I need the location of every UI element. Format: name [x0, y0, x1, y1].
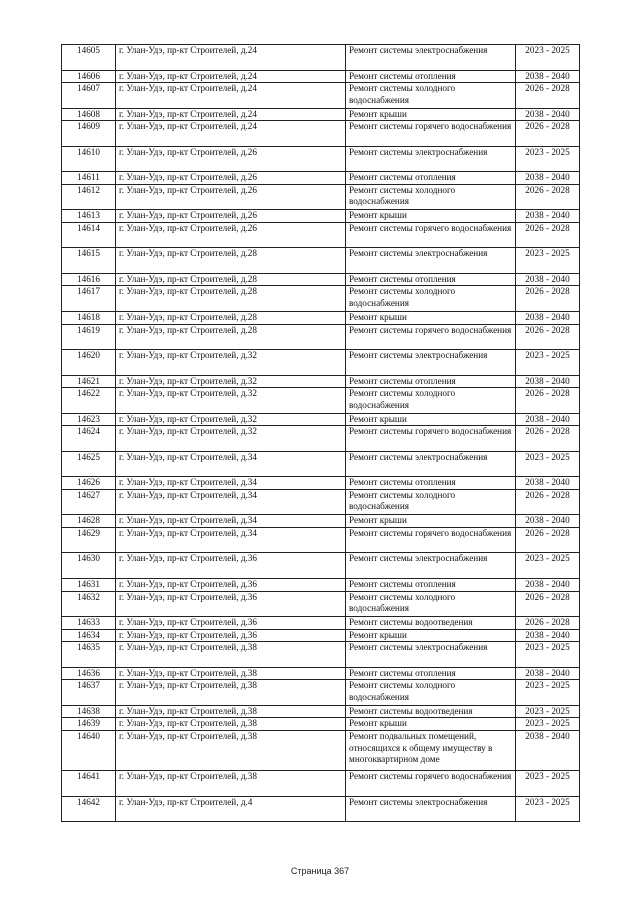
table-row [62, 731, 580, 771]
record-id-cell: 14614 [62, 222, 116, 248]
period-cell: 2023 - 2025 [516, 45, 580, 71]
period-cell: 2038 - 2040 [516, 108, 580, 121]
work-type-cell: Ремонт системы холодного водоснабжения [346, 83, 516, 109]
period-cell: 2038 - 2040 [516, 311, 580, 324]
address-cell: г. Улан-Удэ, пр-кт Строителей, д.36 [116, 553, 346, 579]
record-id-cell: 14620 [62, 350, 116, 376]
record-id-cell: 14627 [62, 489, 116, 515]
work-type-cell: Ремонт крыши [346, 311, 516, 324]
period-cell: 2026 - 2028 [516, 489, 580, 515]
table-row [62, 796, 580, 822]
table-row [62, 146, 580, 172]
work-type-cell: Ремонт системы отопления [346, 375, 516, 388]
period-cell: 2023 - 2025 [516, 350, 580, 376]
table-row [62, 489, 580, 515]
period-cell: 2038 - 2040 [516, 578, 580, 591]
table-row [62, 108, 580, 121]
period-cell: 2038 - 2040 [516, 477, 580, 490]
record-id-cell: 14623 [62, 413, 116, 426]
period-cell: 2026 - 2028 [516, 527, 580, 553]
address-cell: г. Улан-Удэ, пр-кт Строителей, д.26 [116, 222, 346, 248]
table-row [62, 350, 580, 376]
record-id-cell: 14642 [62, 796, 116, 822]
table-row [62, 667, 580, 680]
work-type-cell: Ремонт системы электроснабжения [346, 451, 516, 477]
address-cell: г. Улан-Удэ, пр-кт Строителей, д.28 [116, 286, 346, 312]
work-type-cell: Ремонт системы холодного водоснабжения [346, 286, 516, 312]
period-cell: 2026 - 2028 [516, 184, 580, 210]
address-cell: г. Улан-Удэ, пр-кт Строителей, д.36 [116, 617, 346, 630]
address-cell: г. Улан-Удэ, пр-кт Строителей, д.34 [116, 477, 346, 490]
record-id-cell: 14640 [62, 731, 116, 771]
address-cell: г. Улан-Удэ, пр-кт Строителей, д.24 [116, 70, 346, 83]
work-type-cell: Ремонт системы горячего водоснабжения [346, 121, 516, 147]
record-id-cell: 14634 [62, 629, 116, 642]
address-cell: г. Улан-Удэ, пр-кт Строителей, д.32 [116, 426, 346, 452]
address-cell: г. Улан-Удэ, пр-кт Строителей, д.38 [116, 642, 346, 668]
period-cell: 2026 - 2028 [516, 426, 580, 452]
address-cell: г. Улан-Удэ, пр-кт Строителей, д.38 [116, 705, 346, 718]
record-id-cell: 14608 [62, 108, 116, 121]
record-id-cell: 14621 [62, 375, 116, 388]
table-row [62, 184, 580, 210]
table-row [62, 553, 580, 579]
address-cell: г. Улан-Удэ, пр-кт Строителей, д.32 [116, 388, 346, 414]
work-type-cell: Ремонт крыши [346, 718, 516, 731]
work-type-cell: Ремонт системы электроснабжения [346, 553, 516, 579]
period-cell: 2038 - 2040 [516, 172, 580, 185]
record-id-cell: 14607 [62, 83, 116, 109]
record-id-cell: 14631 [62, 578, 116, 591]
work-type-cell: Ремонт крыши [346, 515, 516, 528]
work-type-cell: Ремонт крыши [346, 413, 516, 426]
table-row [62, 248, 580, 274]
address-cell: г. Улан-Удэ, пр-кт Строителей, д.32 [116, 413, 346, 426]
record-id-cell: 14617 [62, 286, 116, 312]
address-cell: г. Улан-Удэ, пр-кт Строителей, д.34 [116, 527, 346, 553]
work-type-cell: Ремонт системы водоотведения [346, 617, 516, 630]
period-cell: 2023 - 2025 [516, 718, 580, 731]
record-id-cell: 14606 [62, 70, 116, 83]
period-cell: 2026 - 2028 [516, 121, 580, 147]
period-cell: 2038 - 2040 [516, 273, 580, 286]
repair-schedule-table [61, 44, 580, 822]
record-id-cell: 14619 [62, 324, 116, 350]
period-cell: 2038 - 2040 [516, 515, 580, 528]
address-cell: г. Улан-Удэ, пр-кт Строителей, д.24 [116, 121, 346, 147]
period-cell: 2026 - 2028 [516, 83, 580, 109]
record-id-cell: 14616 [62, 273, 116, 286]
period-cell: 2038 - 2040 [516, 413, 580, 426]
period-cell: 2023 - 2025 [516, 771, 580, 797]
table-row [62, 629, 580, 642]
table-row [62, 477, 580, 490]
work-type-cell: Ремонт системы отопления [346, 578, 516, 591]
period-cell: 2038 - 2040 [516, 731, 580, 771]
address-cell: г. Улан-Удэ, пр-кт Строителей, д.36 [116, 629, 346, 642]
record-id-cell: 14624 [62, 426, 116, 452]
work-type-cell: Ремонт системы электроснабжения [346, 796, 516, 822]
address-cell: г. Улан-Удэ, пр-кт Строителей, д.28 [116, 273, 346, 286]
table-row [62, 705, 580, 718]
record-id-cell: 14613 [62, 210, 116, 223]
work-type-cell: Ремонт системы электроснабжения [346, 248, 516, 274]
address-cell: г. Улан-Удэ, пр-кт Строителей, д.24 [116, 83, 346, 109]
page-number: Страница 367 [290, 866, 350, 876]
period-cell: 2023 - 2025 [516, 553, 580, 579]
table-row [62, 210, 580, 223]
address-cell: г. Улан-Удэ, пр-кт Строителей, д.24 [116, 45, 346, 71]
record-id-cell: 14635 [62, 642, 116, 668]
address-cell: г. Улан-Удэ, пр-кт Строителей, д.24 [116, 108, 346, 121]
table-row [62, 413, 580, 426]
record-id-cell: 14629 [62, 527, 116, 553]
address-cell: г. Улан-Удэ, пр-кт Строителей, д.38 [116, 771, 346, 797]
table-row [62, 172, 580, 185]
record-id-cell: 14639 [62, 718, 116, 731]
work-type-cell: Ремонт системы электроснабжения [346, 350, 516, 376]
table-row [62, 426, 580, 452]
work-type-cell: Ремонт крыши [346, 629, 516, 642]
table-row [62, 388, 580, 414]
table-row [62, 83, 580, 109]
record-id-cell: 14611 [62, 172, 116, 185]
address-cell: г. Улан-Удэ, пр-кт Строителей, д.36 [116, 591, 346, 617]
record-id-cell: 14633 [62, 617, 116, 630]
address-cell: г. Улан-Удэ, пр-кт Строителей, д.38 [116, 680, 346, 706]
table-row [62, 718, 580, 731]
table-row [62, 324, 580, 350]
record-id-cell: 14625 [62, 451, 116, 477]
address-cell: г. Улан-Удэ, пр-кт Строителей, д.32 [116, 375, 346, 388]
period-cell: 2038 - 2040 [516, 667, 580, 680]
record-id-cell: 14605 [62, 45, 116, 71]
period-cell: 2026 - 2028 [516, 222, 580, 248]
table-row [62, 680, 580, 706]
address-cell: г. Улан-Удэ, пр-кт Строителей, д.34 [116, 515, 346, 528]
table-row [62, 311, 580, 324]
work-type-cell: Ремонт системы отопления [346, 172, 516, 185]
work-type-cell: Ремонт системы отопления [346, 477, 516, 490]
work-type-cell: Ремонт системы горячего водоснабжения [346, 324, 516, 350]
table-row [62, 286, 580, 312]
table-row [62, 222, 580, 248]
work-type-cell: Ремонт крыши [346, 210, 516, 223]
record-id-cell: 14626 [62, 477, 116, 490]
address-cell: г. Улан-Удэ, пр-кт Строителей, д.32 [116, 350, 346, 376]
table-row [62, 45, 580, 71]
record-id-cell: 14632 [62, 591, 116, 617]
work-type-cell: Ремонт системы холодного водоснабжения [346, 591, 516, 617]
table-row [62, 451, 580, 477]
work-type-cell: Ремонт системы горячего водоснабжения [346, 527, 516, 553]
address-cell: г. Улан-Удэ, пр-кт Строителей, д.34 [116, 489, 346, 515]
period-cell: 2023 - 2025 [516, 248, 580, 274]
period-cell: 2023 - 2025 [516, 451, 580, 477]
work-type-cell: Ремонт системы холодного водоснабжения [346, 184, 516, 210]
period-cell: 2026 - 2028 [516, 617, 580, 630]
work-type-cell: Ремонт системы горячего водоснабжения [346, 771, 516, 797]
table-row [62, 121, 580, 147]
table-row [62, 515, 580, 528]
table-row [62, 273, 580, 286]
address-cell: г. Улан-Удэ, пр-кт Строителей, д.26 [116, 184, 346, 210]
work-type-cell: Ремонт системы водоотведения [346, 705, 516, 718]
record-id-cell: 14636 [62, 667, 116, 680]
period-cell: 2026 - 2028 [516, 286, 580, 312]
period-cell: 2026 - 2028 [516, 591, 580, 617]
work-type-cell: Ремонт системы электроснабжения [346, 642, 516, 668]
work-type-cell: Ремонт крыши [346, 108, 516, 121]
address-cell: г. Улан-Удэ, пр-кт Строителей, д.34 [116, 451, 346, 477]
table-row [62, 70, 580, 83]
period-cell: 2023 - 2025 [516, 642, 580, 668]
address-cell: г. Улан-Удэ, пр-кт Строителей, д.28 [116, 324, 346, 350]
record-id-cell: 14610 [62, 146, 116, 172]
address-cell: г. Улан-Удэ, пр-кт Строителей, д.26 [116, 210, 346, 223]
period-cell: 2038 - 2040 [516, 375, 580, 388]
work-type-cell: Ремонт системы холодного водоснабжения [346, 388, 516, 414]
table-row [62, 771, 580, 797]
work-type-cell: Ремонт системы горячего водоснабжения [346, 222, 516, 248]
period-cell: 2023 - 2025 [516, 796, 580, 822]
record-id-cell: 14628 [62, 515, 116, 528]
record-id-cell: 14638 [62, 705, 116, 718]
record-id-cell: 14612 [62, 184, 116, 210]
table-row [62, 617, 580, 630]
address-cell: г. Улан-Удэ, пр-кт Строителей, д.28 [116, 248, 346, 274]
address-cell: г. Улан-Удэ, пр-кт Строителей, д.26 [116, 172, 346, 185]
record-id-cell: 14637 [62, 680, 116, 706]
address-cell: г. Улан-Удэ, пр-кт Строителей, д.28 [116, 311, 346, 324]
period-cell: 2023 - 2025 [516, 705, 580, 718]
address-cell: г. Улан-Удэ, пр-кт Строителей, д.38 [116, 731, 346, 771]
record-id-cell: 14618 [62, 311, 116, 324]
work-type-cell: Ремонт системы холодного водоснабжения [346, 680, 516, 706]
address-cell: г. Улан-Удэ, пр-кт Строителей, д.36 [116, 578, 346, 591]
period-cell: 2038 - 2040 [516, 210, 580, 223]
work-type-cell: Ремонт системы электроснабжения [346, 146, 516, 172]
record-id-cell: 14609 [62, 121, 116, 147]
address-cell: г. Улан-Удэ, пр-кт Строителей, д.38 [116, 718, 346, 731]
table-body [62, 45, 580, 822]
work-type-cell: Ремонт подвальных помещений, относящихся к общему имуществу в многоквартирном доме [346, 731, 516, 771]
work-type-cell: Ремонт системы отопления [346, 70, 516, 83]
record-id-cell: 14630 [62, 553, 116, 579]
period-cell: 2026 - 2028 [516, 388, 580, 414]
address-cell: г. Улан-Удэ, пр-кт Строителей, д.26 [116, 146, 346, 172]
record-id-cell: 14615 [62, 248, 116, 274]
work-type-cell: Ремонт системы отопления [346, 273, 516, 286]
work-type-cell: Ремонт системы отопления [346, 667, 516, 680]
period-cell: 2038 - 2040 [516, 629, 580, 642]
work-type-cell: Ремонт системы горячего водоснабжения [346, 426, 516, 452]
period-cell: 2023 - 2025 [516, 146, 580, 172]
table-row [62, 375, 580, 388]
address-cell: г. Улан-Удэ, пр-кт Строителей, д.38 [116, 667, 346, 680]
period-cell: 2026 - 2028 [516, 324, 580, 350]
record-id-cell: 14641 [62, 771, 116, 797]
table-row [62, 642, 580, 668]
table-row [62, 591, 580, 617]
table-row [62, 527, 580, 553]
table-row [62, 578, 580, 591]
record-id-cell: 14622 [62, 388, 116, 414]
work-type-cell: Ремонт системы электроснабжения [346, 45, 516, 71]
period-cell: 2038 - 2040 [516, 70, 580, 83]
address-cell: г. Улан-Удэ, пр-кт Строителей, д.4 [116, 796, 346, 822]
period-cell: 2023 - 2025 [516, 680, 580, 706]
work-type-cell: Ремонт системы холодного водоснабжения [346, 489, 516, 515]
